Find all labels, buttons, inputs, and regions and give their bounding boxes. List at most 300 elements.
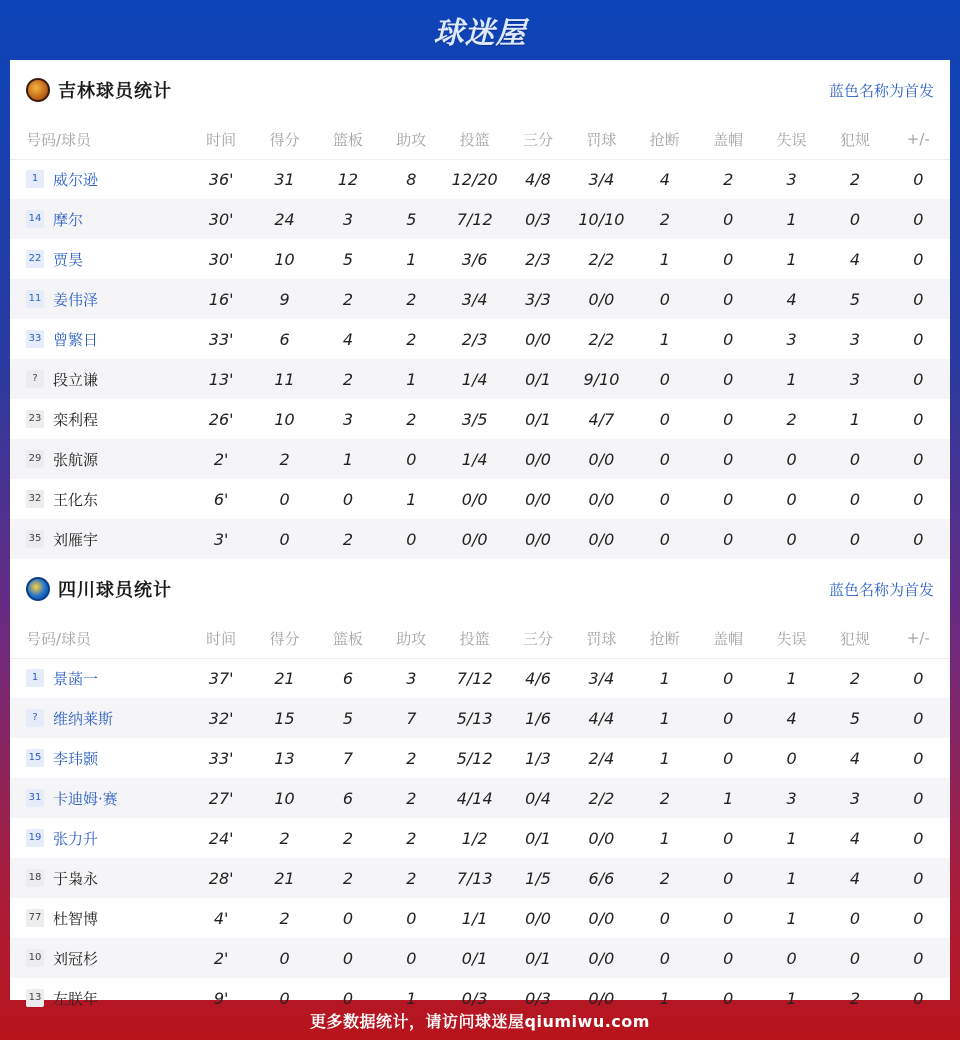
stat-cell: [633, 938, 696, 978]
stat-value: 4: [786, 289, 797, 309]
jersey-number-badge: 29: [26, 450, 44, 468]
stat-cell: [570, 738, 633, 778]
stat-value: 0: [849, 908, 860, 928]
stat-value: 36': [208, 169, 234, 189]
stat-cell: [570, 479, 633, 519]
footer-link[interactable]: 更多数据统计，请访问球迷屋qiumiwu.com: [310, 1011, 650, 1031]
stat-value: 13': [208, 369, 234, 389]
player-cell: [10, 658, 189, 698]
player-row[interactable]: [10, 279, 950, 319]
stat-cell: [823, 199, 886, 239]
player-name-link[interactable]: 贾昊: [53, 250, 84, 269]
stat-value: 0: [913, 748, 924, 768]
stat-cell: [253, 818, 316, 858]
stat-cell: [316, 479, 379, 519]
stat-value: 30': [208, 209, 234, 229]
player-cell: [10, 519, 189, 559]
stat-value: 3: [342, 409, 353, 429]
stat-cell: [760, 898, 823, 938]
stat-cell: [696, 479, 759, 519]
stat-value: 33': [208, 748, 234, 768]
stat-value: 1: [406, 249, 417, 269]
stat-cell: [316, 519, 379, 559]
stat-cell: [633, 279, 696, 319]
stat-cell: [506, 519, 569, 559]
stat-value: 0: [279, 948, 290, 968]
stat-value: 2: [849, 988, 860, 1008]
stat-value: 2: [279, 449, 290, 469]
stat-value: 0: [723, 828, 734, 848]
column-header[interactable]: 时间: [189, 619, 252, 658]
player-row[interactable]: [10, 938, 950, 978]
stat-value: 4/4: [588, 708, 615, 728]
stat-cell: [253, 738, 316, 778]
player-cell: [10, 319, 189, 359]
stat-cell: [696, 159, 759, 199]
stat-value: 0: [913, 828, 924, 848]
stat-value: 0: [342, 489, 353, 509]
column-header[interactable]: 号码/球员: [10, 619, 189, 658]
stat-value: 1: [659, 249, 670, 269]
jersey-number-badge: ?: [26, 709, 44, 727]
stat-cell: [189, 698, 252, 738]
stat-cell: [253, 279, 316, 319]
stat-value: 8: [406, 169, 417, 189]
stat-value: 0: [913, 948, 924, 968]
stat-value: 1: [342, 449, 353, 469]
header-row: [10, 120, 950, 159]
stat-cell: [633, 738, 696, 778]
stat-cell: [443, 239, 506, 279]
jersey-number-badge: 77: [26, 909, 44, 927]
stat-value: 1: [786, 868, 797, 888]
stat-value: 3: [342, 209, 353, 229]
stat-value: 4: [659, 169, 670, 189]
column-header[interactable]: 犯规: [823, 619, 886, 658]
stat-value: 10: [274, 249, 295, 269]
stat-cell: [823, 858, 886, 898]
player-name-link[interactable]: 曾繁日: [53, 330, 99, 349]
player-row[interactable]: [10, 159, 950, 199]
column-header[interactable]: 投篮: [443, 120, 506, 159]
column-header[interactable]: 失误: [760, 120, 823, 159]
stat-value: 0/0: [588, 489, 615, 509]
stat-value: 0/0: [525, 489, 551, 509]
stat-cell: [443, 159, 506, 199]
stat-cell: [887, 479, 950, 519]
stat-cell: [380, 159, 443, 199]
stat-cell: [443, 698, 506, 738]
stat-cell: [633, 778, 696, 818]
stat-value: 0: [913, 988, 924, 1008]
stat-value: 0: [786, 748, 797, 768]
stat-value: 0: [659, 289, 670, 309]
stat-value: 6: [279, 329, 290, 349]
stat-value: 1: [659, 828, 670, 848]
stat-cell: [189, 359, 252, 399]
player-name-link[interactable]: 王化东: [53, 490, 99, 509]
stat-cell: [443, 738, 506, 778]
stat-cell: [443, 399, 506, 439]
stat-cell: [887, 938, 950, 978]
stat-cell: [189, 898, 252, 938]
column-header[interactable]: 号码/球员: [10, 120, 189, 159]
stat-cell: [887, 359, 950, 399]
column-header[interactable]: 篮板: [316, 120, 379, 159]
stat-value: 1: [786, 209, 797, 229]
column-header[interactable]: +/-: [887, 619, 950, 658]
player-cell: [10, 738, 189, 778]
player-name-link[interactable]: 刘雁宇: [53, 530, 99, 549]
stat-value: 0/1: [525, 948, 551, 968]
stat-value: 1: [786, 249, 797, 269]
stat-value: 0/0: [461, 489, 488, 509]
stat-value: 0: [849, 489, 860, 509]
player-row[interactable]: [10, 818, 950, 858]
stat-cell: [316, 658, 379, 698]
stat-value: 0: [279, 529, 290, 549]
stat-cell: [760, 319, 823, 359]
stat-cell: [570, 239, 633, 279]
stat-cell: [760, 199, 823, 239]
stat-value: 3/4: [588, 169, 615, 189]
stat-cell: [316, 858, 379, 898]
stat-value: 2: [406, 409, 417, 429]
player-name-link[interactable]: 段立谦: [53, 370, 99, 389]
column-header[interactable]: 罚球: [570, 619, 633, 658]
player-name-link[interactable]: 摩尔: [53, 210, 84, 229]
starter-legend-note: 蓝色名称为首发: [828, 82, 934, 100]
player-row[interactable]: [10, 439, 950, 479]
player-row[interactable]: [10, 399, 950, 439]
column-header[interactable]: 时间: [189, 120, 252, 159]
stat-cell: [570, 439, 633, 479]
player-name-link[interactable]: 栾利程: [53, 410, 99, 429]
stat-value: 1: [786, 668, 797, 688]
stat-cell: [887, 778, 950, 818]
stat-cell: [443, 279, 506, 319]
column-header[interactable]: 得分: [253, 619, 316, 658]
jersey-number-badge: 14: [26, 210, 44, 228]
stat-cell: [570, 359, 633, 399]
stat-cell: [443, 439, 506, 479]
stat-value: 3: [786, 329, 797, 349]
player-row[interactable]: [10, 778, 950, 818]
stat-value: 9': [213, 988, 229, 1008]
stat-value: 0: [913, 788, 924, 808]
stat-cell: [696, 439, 759, 479]
stat-cell: [823, 439, 886, 479]
player-row[interactable]: [10, 658, 950, 698]
stat-cell: [823, 239, 886, 279]
stat-cell: [887, 818, 950, 858]
stat-value: 0: [849, 209, 860, 229]
stat-value: 0: [913, 489, 924, 509]
column-header[interactable]: +/-: [887, 120, 950, 159]
stat-value: 3: [849, 329, 860, 349]
stat-value: 3: [406, 668, 417, 688]
stat-value: 0: [406, 948, 417, 968]
team-section-jilin: [10, 60, 950, 559]
stat-cell: [570, 898, 633, 938]
jersey-number-badge: 32: [26, 490, 44, 508]
stat-value: 0/1: [461, 948, 488, 968]
stat-cell: [316, 319, 379, 359]
brand-logo[interactable]: 球迷屋: [433, 16, 527, 51]
jersey-number-badge: 10: [26, 949, 44, 967]
stat-value: 5: [849, 289, 860, 309]
stat-cell: [633, 858, 696, 898]
stat-value: 3/6: [461, 249, 488, 269]
stat-value: 0: [723, 988, 734, 1008]
player-row[interactable]: [10, 359, 950, 399]
stat-cell: [696, 698, 759, 738]
stat-value: 0/0: [588, 828, 615, 848]
stat-value: 10/10: [578, 209, 625, 229]
player-name-link[interactable]: 张力升: [53, 829, 99, 848]
stat-cell: [443, 199, 506, 239]
stat-cell: [380, 778, 443, 818]
player-name-link[interactable]: 威尔逊: [53, 170, 99, 189]
jersey-number-badge: 31: [26, 789, 44, 807]
stat-value: 0/0: [525, 449, 551, 469]
stat-value: 4: [849, 828, 860, 848]
stat-value: 1/4: [461, 449, 488, 469]
player-name-link[interactable]: 左朕年: [53, 989, 99, 1008]
player-name-link[interactable]: 卡迪姆·赛: [53, 789, 118, 808]
stat-cell: [253, 778, 316, 818]
player-name-link[interactable]: 于枭永: [53, 869, 99, 888]
stat-cell: [189, 279, 252, 319]
stat-cell: [696, 399, 759, 439]
stat-cell: [189, 738, 252, 778]
stat-cell: [316, 818, 379, 858]
stat-cell: [380, 658, 443, 698]
stat-cell: [443, 778, 506, 818]
team-title: 吉林球员统计: [58, 81, 172, 102]
player-row[interactable]: [10, 738, 950, 778]
player-name-link[interactable]: 刘冠杉: [53, 949, 99, 968]
column-header[interactable]: 失误: [760, 619, 823, 658]
stat-value: 16': [208, 289, 234, 309]
player-row[interactable]: [10, 479, 950, 519]
stat-cell: [696, 738, 759, 778]
stat-value: 0: [913, 868, 924, 888]
stat-cell: [253, 359, 316, 399]
player-cell: [10, 898, 189, 938]
stat-value: 0: [913, 529, 924, 549]
stat-value: 0/0: [588, 948, 615, 968]
stat-cell: [189, 439, 252, 479]
stat-cell: [696, 199, 759, 239]
stat-cell: [823, 898, 886, 938]
stat-cell: [823, 738, 886, 778]
stat-cell: [887, 199, 950, 239]
stat-cell: [760, 239, 823, 279]
stat-cell: [633, 359, 696, 399]
stat-cell: [506, 778, 569, 818]
player-name-link[interactable]: 维纳莱斯: [53, 709, 114, 728]
stat-cell: [633, 239, 696, 279]
team-header: [10, 60, 950, 120]
player-row[interactable]: [10, 319, 950, 359]
column-header[interactable]: 助攻: [380, 120, 443, 159]
stat-value: 4/7: [588, 409, 615, 429]
stat-value: 0/3: [525, 209, 551, 229]
stat-cell: [760, 858, 823, 898]
column-header[interactable]: 篮板: [316, 619, 379, 658]
stat-cell: [380, 399, 443, 439]
stat-cell: [633, 898, 696, 938]
stat-cell: [760, 698, 823, 738]
stat-cell: [887, 658, 950, 698]
stat-cell: [506, 239, 569, 279]
column-header[interactable]: 三分: [506, 120, 569, 159]
player-name-link[interactable]: 李玮颢: [53, 749, 99, 768]
stat-cell: [570, 519, 633, 559]
stat-cell: [316, 239, 379, 279]
column-header[interactable]: 三分: [506, 619, 569, 658]
stat-value: 5/12: [456, 748, 493, 768]
stat-cell: [696, 898, 759, 938]
column-header[interactable]: 抢断: [633, 619, 696, 658]
stat-value: 2: [849, 668, 860, 688]
stat-value: 0: [913, 668, 924, 688]
stat-cell: [316, 399, 379, 439]
stat-cell: [760, 738, 823, 778]
stat-value: 5: [849, 708, 860, 728]
stat-value: 2: [342, 868, 353, 888]
stat-value: 2: [406, 748, 417, 768]
stat-cell: [887, 519, 950, 559]
player-row[interactable]: [10, 519, 950, 559]
stat-cell: [570, 279, 633, 319]
stat-value: 0: [342, 988, 353, 1008]
stat-value: 32': [208, 708, 234, 728]
column-header[interactable]: 得分: [253, 120, 316, 159]
player-row[interactable]: [10, 898, 950, 938]
column-header[interactable]: 罚球: [570, 120, 633, 159]
stat-value: 0: [723, 948, 734, 968]
stat-cell: [760, 778, 823, 818]
stat-value: 0: [659, 948, 670, 968]
jersey-number-badge: 11: [26, 290, 44, 308]
stat-cell: [887, 898, 950, 938]
stat-cell: [253, 159, 316, 199]
player-row[interactable]: [10, 698, 950, 738]
stat-cell: [380, 738, 443, 778]
column-header[interactable]: 盖帽: [696, 619, 759, 658]
stat-value: 0: [913, 289, 924, 309]
player-row[interactable]: [10, 239, 950, 279]
stat-cell: [570, 858, 633, 898]
stat-cell: [887, 738, 950, 778]
stat-value: 0/0: [525, 908, 551, 928]
stat-value: 4': [213, 908, 229, 928]
player-cell: [10, 279, 189, 319]
stat-value: 2: [406, 828, 417, 848]
stat-value: 1: [786, 369, 797, 389]
stat-cell: [380, 199, 443, 239]
stat-cell: [380, 439, 443, 479]
stat-value: 1/1: [461, 908, 488, 928]
stat-cell: [316, 778, 379, 818]
stat-value: 0: [786, 948, 797, 968]
stat-value: 0/3: [525, 988, 551, 1008]
stat-cell: [253, 658, 316, 698]
stat-value: 2: [849, 169, 860, 189]
stat-value: 0: [913, 369, 924, 389]
stat-cell: [633, 698, 696, 738]
stat-cell: [823, 159, 886, 199]
stat-value: 0/0: [588, 449, 615, 469]
stat-value: 1: [406, 369, 417, 389]
stat-value: 1: [786, 908, 797, 928]
stat-value: 0: [659, 409, 670, 429]
player-name-link[interactable]: 杜智博: [53, 909, 99, 928]
jersey-number-badge: 1: [26, 669, 44, 687]
stat-value: 21: [274, 868, 295, 888]
stat-value: 0: [723, 369, 734, 389]
player-name-link[interactable]: 姜伟泽: [53, 290, 99, 309]
stat-cell: [570, 399, 633, 439]
stat-value: 0: [786, 489, 797, 509]
stat-value: 26': [208, 409, 234, 429]
player-row[interactable]: [10, 858, 950, 898]
stat-value: 21: [274, 668, 295, 688]
stat-value: 0: [913, 249, 924, 269]
stat-cell: [696, 858, 759, 898]
header-row: [10, 619, 950, 658]
stat-value: 30': [208, 249, 234, 269]
stat-value: 3: [849, 788, 860, 808]
stat-value: 1: [659, 748, 670, 768]
stat-cell: [506, 898, 569, 938]
stat-value: 24: [274, 209, 295, 229]
stat-cell: [570, 159, 633, 199]
stat-value: 0/0: [525, 529, 551, 549]
stat-cell: [696, 778, 759, 818]
stat-cell: [380, 858, 443, 898]
stat-value: 0: [723, 908, 734, 928]
stat-value: 13: [274, 748, 295, 768]
stat-value: 24': [208, 828, 234, 848]
column-header[interactable]: 助攻: [380, 619, 443, 658]
stat-value: 1: [786, 828, 797, 848]
column-header[interactable]: 投篮: [443, 619, 506, 658]
column-header[interactable]: 犯规: [823, 120, 886, 159]
player-stats-table: [10, 619, 950, 1018]
stat-cell: [696, 519, 759, 559]
stat-cell: [380, 239, 443, 279]
player-name-link[interactable]: 景菡一: [53, 669, 99, 688]
stat-cell: [189, 479, 252, 519]
player-name-link[interactable]: 张航源: [53, 450, 99, 469]
column-header[interactable]: 抢断: [633, 120, 696, 159]
stat-value: 0: [659, 449, 670, 469]
stat-cell: [823, 319, 886, 359]
stat-value: 5: [406, 209, 417, 229]
stat-value: 0: [913, 209, 924, 229]
stat-cell: [189, 938, 252, 978]
player-row[interactable]: [10, 199, 950, 239]
stat-cell: [506, 399, 569, 439]
column-header[interactable]: 盖帽: [696, 120, 759, 159]
jersey-number-badge: 13: [26, 989, 44, 1007]
stat-cell: [887, 399, 950, 439]
stat-value: 0: [659, 908, 670, 928]
stat-cell: [443, 479, 506, 519]
